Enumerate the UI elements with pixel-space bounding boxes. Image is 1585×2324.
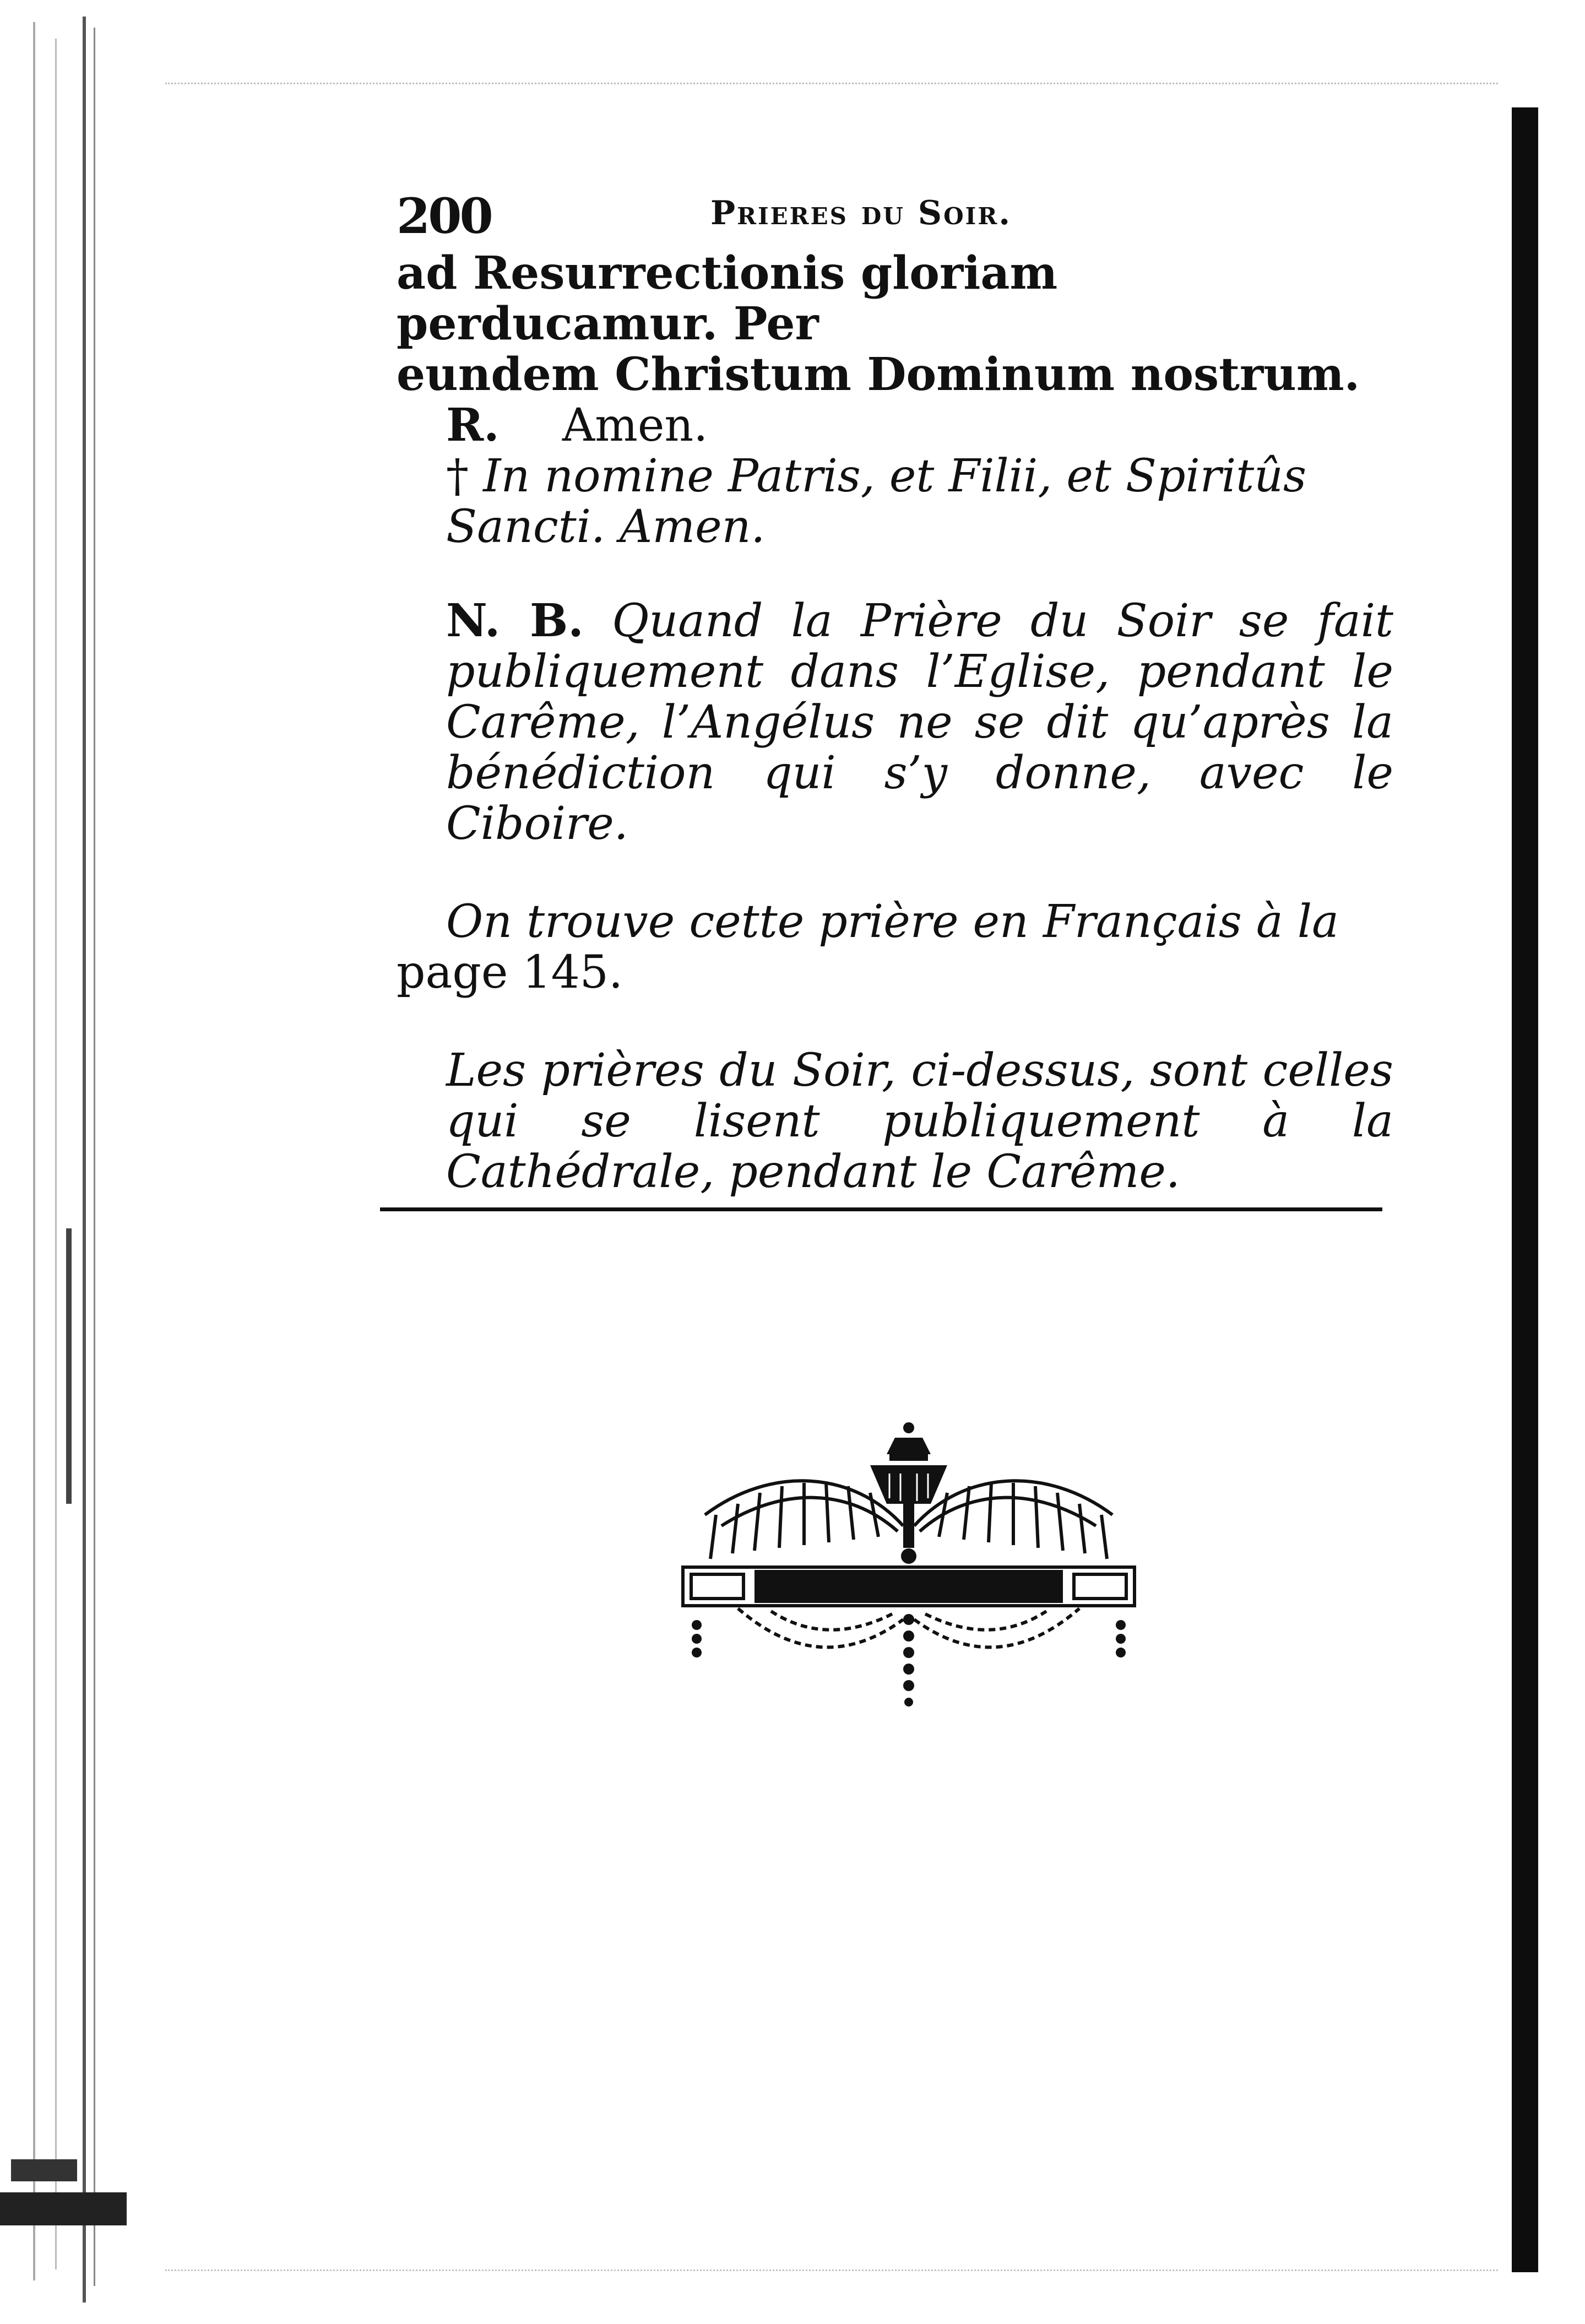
text-line: eundem Christum Dominum nostrum. — [397, 348, 1360, 401]
scan-right-border — [1512, 107, 1538, 2272]
running-head — [397, 187, 1393, 248]
scan-bottom-speckle — [165, 2269, 1498, 2282]
response-line — [397, 400, 1393, 451]
scan-edge-shadow — [0, 17, 127, 2303]
page-number: 200 — [397, 187, 491, 245]
nb-text: Quand la Prière du Soir se fait publiquement dans l’Eglise, pendant le Carême, l’Angélus ne se dit qu’après la bénédiction qui s’y donne, avec le Ciboire. — [446, 595, 1393, 850]
french-note-page: page 145. — [397, 946, 623, 999]
response-text: Amen. — [562, 399, 708, 452]
nb-mark: N. B. — [446, 594, 584, 647]
french-note-paragraph — [397, 897, 1393, 947]
book-page — [397, 187, 1393, 1211]
invocation-paragraph — [397, 451, 1393, 552]
scan-top-speckle — [165, 83, 1498, 95]
urn-garland-ornament-icon — [672, 1421, 1146, 1735]
invocation-text: In nomine Patris, et Filii, et Spiritûs Sancti. Amen. — [446, 450, 1307, 553]
text-line: ad Resurrectionis gloriam perducamur. Per — [397, 247, 1058, 350]
closing-note: Les prières du Soir, ci-dessus, sont celles qui se lisent publiquement à la Cathédrale, pendant le Carême. — [446, 1044, 1393, 1198]
running-title: Prieres du Soir. — [710, 194, 1012, 232]
section-rule — [380, 1207, 1382, 1211]
cross-mark: † — [446, 450, 469, 502]
nb-paragraph — [397, 595, 1393, 849]
response-mark: R. — [446, 399, 500, 452]
french-note-text: On trouve cette prière en Français à la — [446, 896, 1339, 948]
